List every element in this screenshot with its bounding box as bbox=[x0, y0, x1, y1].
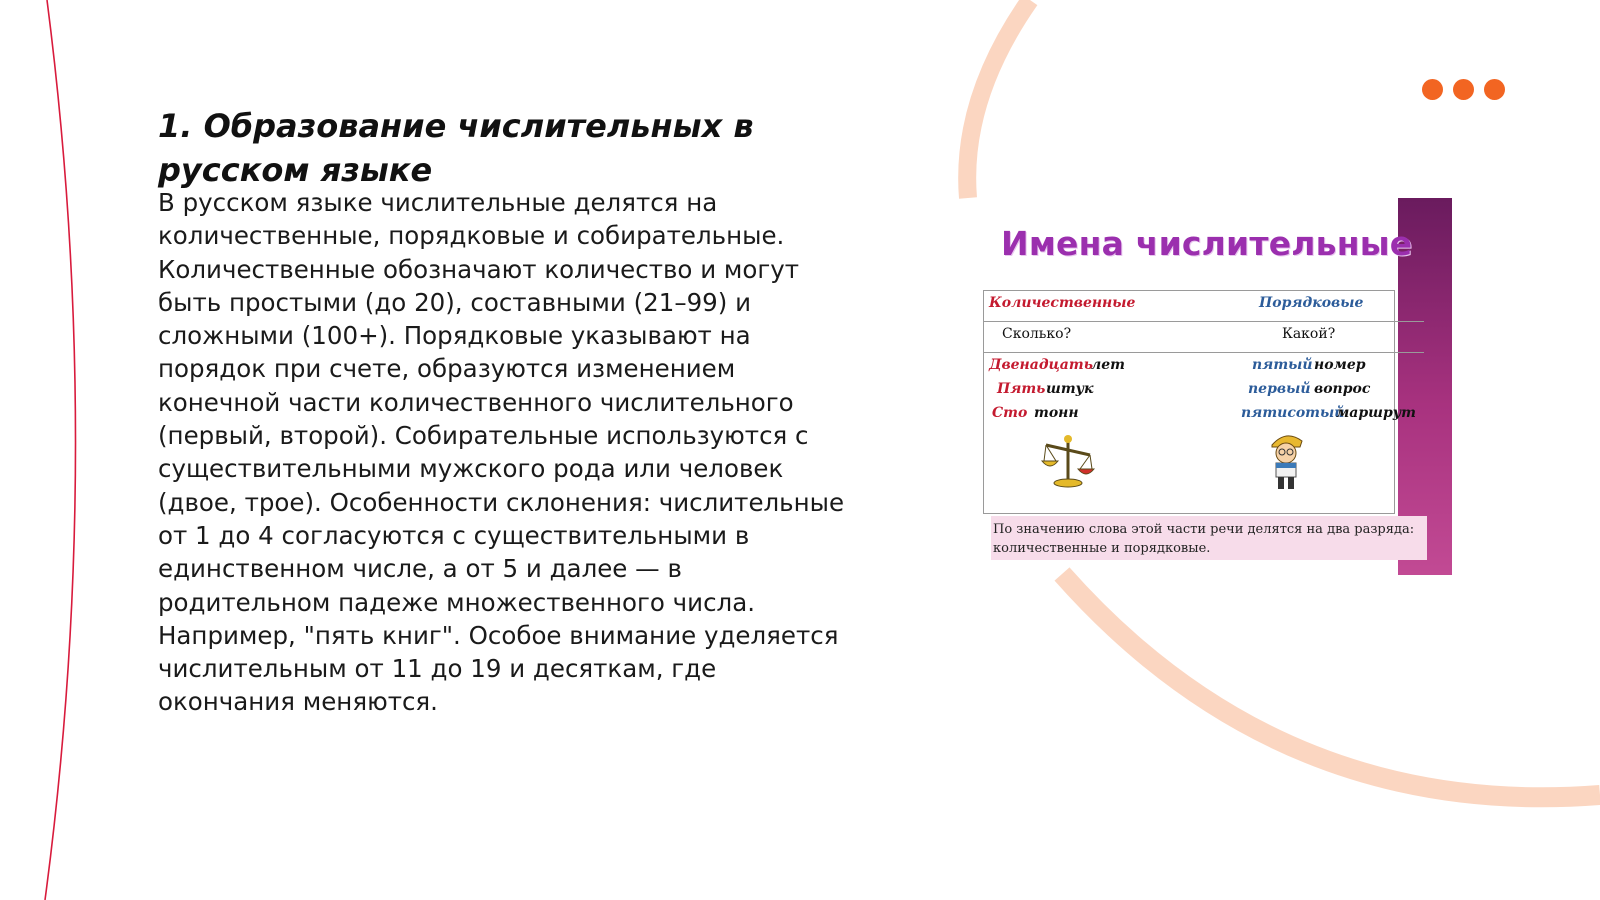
slide-body-text: В русском языке числительные делятся на количественные, порядковые и собирательные. Количественные обозначают количество и могут быть простыми (до 20), составными (21–99) и сложными (100+). Порядковые указывают на порядок при счете, образуются изменением конечной части количественного числительного (первый, второй). Собирательные используются с существительными мужского рода или человек (двое, трое). Особенности склонения: числительные от 1 до 4 согласуются с существительными в единственном числе, а от 5 и далее — в родительном падеже множественного числа. Например, "пять книг". Особое внимание уделяется числительным от 11 до 19 и десяткам, где окончания меняются. bbox=[158, 188, 845, 717]
scales-icon bbox=[1040, 431, 1096, 489]
slide-title: 1. Образование числительных в русском языке bbox=[158, 107, 754, 189]
example-number: Сто bbox=[992, 405, 1028, 421]
figure-table bbox=[983, 290, 1416, 514]
dot bbox=[1453, 79, 1474, 100]
example-number: первый bbox=[1248, 381, 1311, 397]
example-noun: тонн bbox=[1034, 405, 1079, 421]
column-header-ordinal: Порядковые bbox=[1259, 295, 1364, 311]
numerals-figure bbox=[983, 198, 1451, 578]
example-noun: маршрут bbox=[1336, 405, 1416, 421]
example-number: Пять bbox=[997, 381, 1046, 397]
menu-dots-icon[interactable] bbox=[1422, 79, 1505, 100]
left-edge-line bbox=[45, 0, 76, 900]
example-noun: вопрос bbox=[1314, 381, 1371, 397]
example-number: пятисотый bbox=[1241, 405, 1345, 421]
question-cardinal: Сколько? bbox=[1002, 326, 1072, 342]
example-noun: штук bbox=[1046, 381, 1094, 397]
example-noun: номер bbox=[1314, 357, 1366, 373]
example-noun: лет bbox=[1091, 357, 1125, 373]
decorative-arc-top bbox=[967, 0, 1030, 198]
boy-icon bbox=[1264, 429, 1308, 491]
table-divider bbox=[984, 321, 1424, 322]
question-ordinal: Какой? bbox=[1282, 326, 1336, 342]
figure-caption: По значению слова этой части речи делятся на два разряда: количественные и порядковые. bbox=[991, 516, 1427, 560]
decorative-arc-bottom bbox=[1062, 574, 1600, 797]
table-divider bbox=[984, 352, 1424, 353]
column-header-cardinal: Количественные bbox=[989, 295, 1136, 311]
dot bbox=[1484, 79, 1505, 100]
figure-title: Имена числительные bbox=[1001, 224, 1413, 263]
example-number: Двенадцать bbox=[989, 357, 1093, 373]
example-number: пятый bbox=[1252, 357, 1313, 373]
dot bbox=[1422, 79, 1443, 100]
